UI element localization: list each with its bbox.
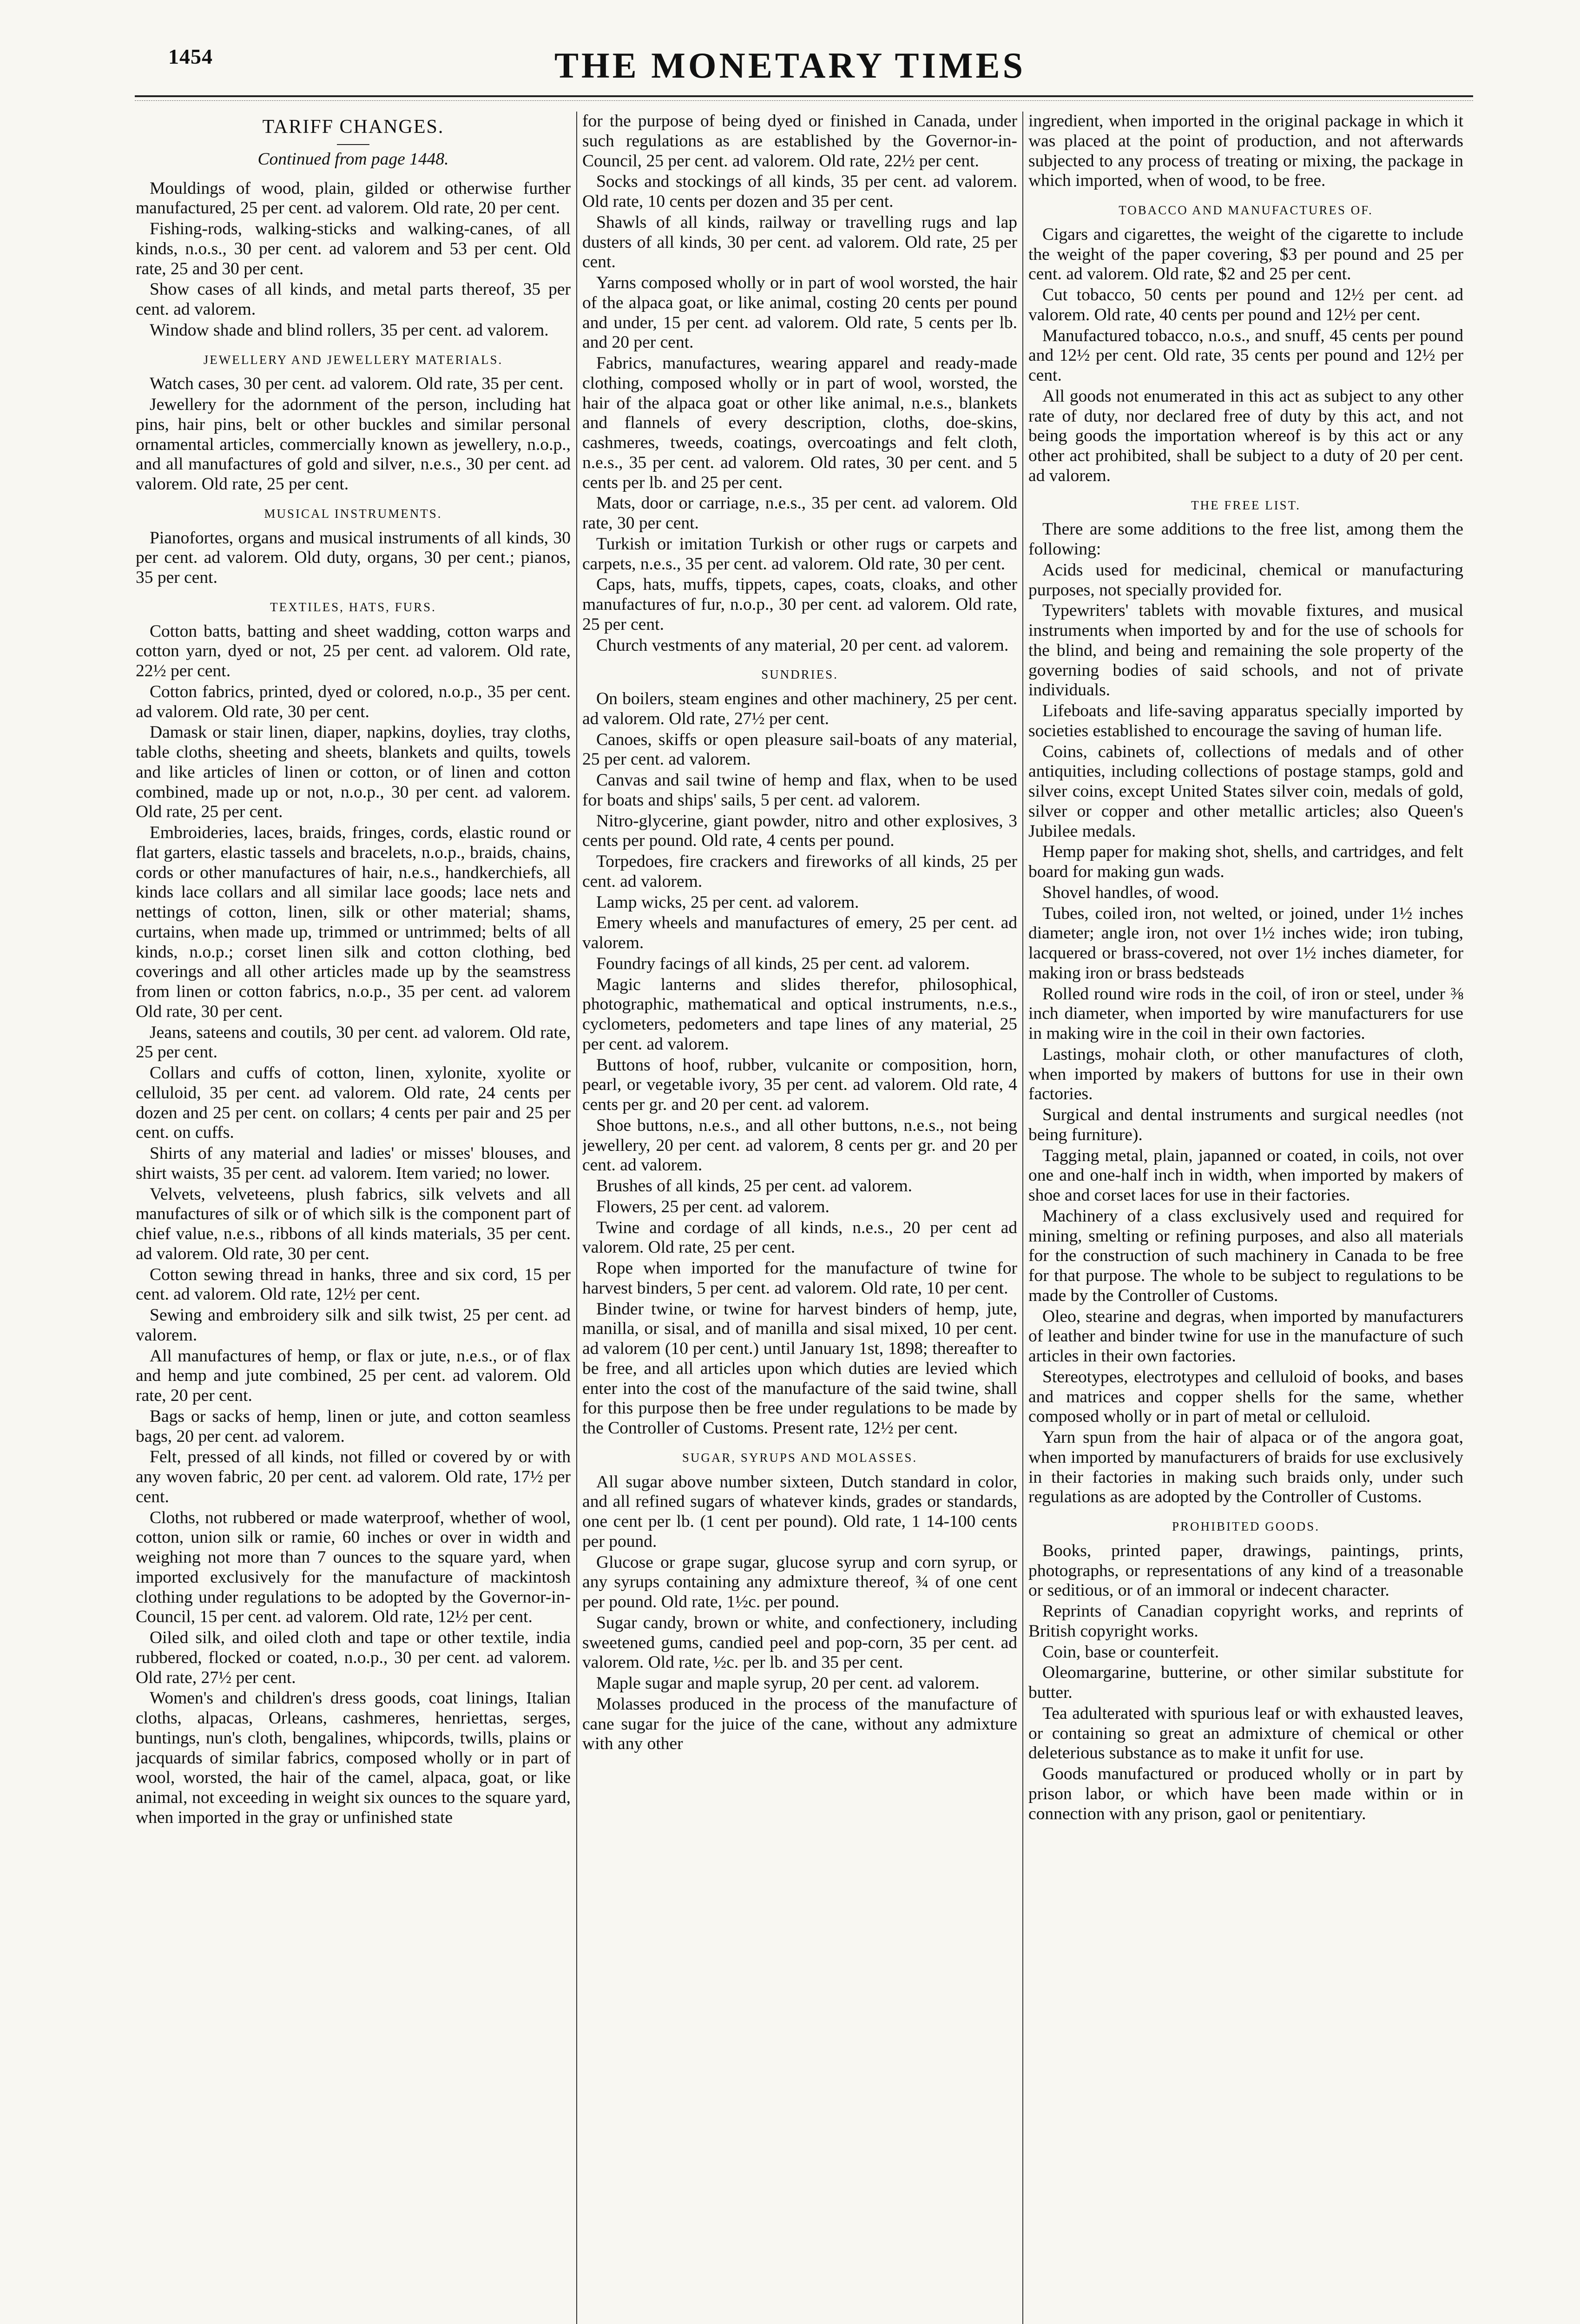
- paragraph: Cut tobacco, 50 cents per pound and 12½ per cent. ad valorem. Old rate, 40 cents per pound and 12½ per cent.: [1028, 285, 1463, 324]
- column-1-body: [136, 179, 571, 1828]
- column-2: [582, 112, 1017, 2324]
- paragraph: Molasses produced in the process of the manufacture of cane sugar for the juice of the cane, without any admixture with any other: [582, 1694, 1017, 1754]
- paragraph: There are some additions to the free list, among them the following:: [1028, 520, 1463, 559]
- section-heading: TEXTILES, HATS, FURS.: [270, 600, 436, 614]
- column-1: [136, 112, 571, 2324]
- paragraph: ingredient, when imported in the original package in which it was placed at the point of production, and not afterwards subjected to any process of treating or mixing, the package in which imported, when of wood, to be free.: [1028, 112, 1463, 191]
- paragraph: Oleo, stearine and degras, when imported by manufacturers of leather and binder twine for use in the manufacture of such articles in their own factories.: [1028, 1307, 1463, 1366]
- paragraph: for the purpose of being dyed or finished in Canada, under such regulations as are established by the Governor-in-Council, 25 per cent. ad valorem. Old rate, 22½ per cent.: [582, 112, 1017, 171]
- article-title: TARIFF CHANGES.: [262, 116, 444, 138]
- paragraph: Mouldings of wood, plain, gilded or otherwise further manufactured, 25 per cent. ad valorem. Old rate, 20 per cent.: [136, 178, 571, 218]
- paragraph: Embroideries, laces, braids, fringes, cords, elastic round or flat garters, elastic tassels and bracelets, n.o.p., braids, chains, cords or other manufactures of hair, n.e.s., handkerchiefs, all kinds lace collars and all similar lace goods; lace nets and nettings of cotton, linen, silk or other material; shams, curtains, when made up, trimmed or untrimmed; belts of all kinds, n.o.p.; corset linen silk and cotton clothing, bed coverings and all other articles made up by the seamstress from linen or cotton fabrics, n.o.p., 35 per cent. ad valorem Old rate, 30 per cent.: [136, 823, 571, 1021]
- section-heading: MUSICAL INSTRUMENTS.: [264, 506, 442, 521]
- column-3-body: [1028, 112, 1463, 1824]
- paragraph: Yarns composed wholly or in part of wool worsted, the hair of the alpaca goat, or like animal, costing 20 cents per pound and under, 15 per cent. ad valorem. Old rate, 5 cents per lb. and 20 per cent.: [582, 273, 1017, 352]
- paragraph: Watch cases, 30 per cent. ad valorem. Old rate, 35 per cent.: [150, 374, 564, 394]
- paragraph: Coins, cabinets of, collections of medals and of other antiquities, including collections of postage stamps, gold and silver coins, except United States silver coin, medals of gold, silver or copper and other metallic articles; also Queen's Jubilee medals.: [1028, 742, 1463, 841]
- title-rule: [337, 144, 369, 145]
- paragraph: Cotton batts, batting and sheet wadding, cotton warps and cotton yarn, dyed or not, 25 per cent. ad valorem. Old rate, 22½ per cent.: [136, 621, 571, 681]
- paragraph: Flowers, 25 per cent. ad valorem.: [596, 1197, 830, 1216]
- paragraph: Stereotypes, electrotypes and celluloid of books, and bases and matrices and copper shells for the same, whether composed wholly or in part of metal or celluloid.: [1028, 1367, 1463, 1426]
- section-heading: PROHIBITED GOODS.: [1172, 1519, 1320, 1534]
- header-rule: [135, 95, 1473, 97]
- paragraph: Fabrics, manufactures, wearing apparel and ready-made clothing, composed wholly or in part of wool, worsted, the hair of the alpaca goat or other like animal, n.e.s., blankets and flannels of every description, cloths, doe-skins, cashmeres, tweeds, coatings, overcoatings and felt cloth, n.e.s., 35 per cent. ad valorem. Old rates, 30 per cent. and 5 cents per lb. and 25 per cent.: [582, 354, 1017, 492]
- paragraph: Lifeboats and life-saving apparatus specially imported by societies established to encourage the saving of human life.: [1028, 701, 1463, 740]
- paragraph: Magic lanterns and slides therefor, philosophical, photographic, mathematical and optical instruments, n.e.s., cyclometers, pedometers and tape lines of any material, 25 per cent. ad valorem.: [582, 975, 1017, 1054]
- paragraph: Lamp wicks, 25 per cent. ad valorem.: [596, 892, 859, 912]
- section-heading: TOBACCO AND MANUFACTURES OF.: [1119, 203, 1373, 217]
- paragraph: Turkish or imitation Turkish or other rugs or carpets and carpets, n.e.s., 35 per cent. ad valorem. Old rate, 30 per cent.: [582, 534, 1017, 574]
- paragraph: Cotton fabrics, printed, dyed or colored, n.o.p., 35 per cent. ad valorem. Old rate, 30 per cent.: [136, 682, 571, 721]
- paragraph: Cotton sewing thread in hanks, three and six cord, 15 per cent. ad valorem. Old rate, 12½ per cent.: [136, 1265, 571, 1304]
- paragraph: Oleomargarine, butterine, or other similar substitute for butter.: [1028, 1663, 1463, 1703]
- paragraph: Window shade and blind rollers, 35 per cent. ad valorem.: [150, 320, 549, 340]
- paragraph: Glucose or grape sugar, glucose syrup and corn syrup, or any syrups containing any admixture thereof, ¾ of one cent per pound. Old rate, 1½c. per pound.: [582, 1552, 1017, 1612]
- paragraph: Coin, base or counterfeit.: [1042, 1642, 1219, 1662]
- paragraph: Hemp paper for making shot, shells, and cartridges, and felt board for making gun wads.: [1028, 842, 1463, 882]
- paragraph: Jeans, sateens and coutils, 30 per cent. ad valorem. Old rate, 25 per cent.: [136, 1023, 571, 1062]
- paragraph: Rolled round wire rods in the coil, of iron or steel, under ⅜ inch diameter, when imported by wire manufacturers for use in making wire in the coil in their own factories.: [1028, 984, 1463, 1043]
- paragraph: Socks and stockings of all kinds, 35 per cent. ad valorem. Old rate, 10 cents per dozen and 35 per cent.: [582, 172, 1017, 211]
- paragraph: Lastings, mohair cloth, or other manufactures of cloth, when imported by makers of buttons for use in their own factories.: [1028, 1044, 1463, 1104]
- paragraph: Rope when imported for the manufacture of twine for harvest binders, 5 per cent. ad valorem. Old rate, 10 per cent.: [582, 1259, 1017, 1298]
- section-heading: JEWELLERY AND JEWELLERY MATERIALS.: [203, 352, 503, 367]
- paragraph: Emery wheels and manufactures of emery, 25 per cent. ad valorem.: [582, 913, 1017, 953]
- paragraph: Canvas and sail twine of hemp and flax, when to be used for boats and ships' sails, 5 per cent. ad valorem.: [582, 771, 1017, 810]
- paragraph: Tagging metal, plain, japanned or coated, in coils, not over one and one-half inch in width, when imported by makers of shoe and corset laces for use in their factories.: [1028, 1146, 1463, 1205]
- paragraph: Collars and cuffs of cotton, linen, xylonite, xyolite or celluloid, 35 per cent. ad valorem. Old rate, 24 cents per dozen and 25 per cent. on collars; 4 cents per pair and 25 per cent. on cuffs.: [136, 1063, 571, 1142]
- column-divider: [576, 112, 577, 2324]
- paragraph: Sugar candy, brown or white, and confectionery, including sweetened gums, candied peel and pop-corn, 35 per cent. ad valorem. Old rate, ½c. per lb. and 35 per cent.: [582, 1613, 1017, 1672]
- paragraph: Pianofortes, organs and musical instruments of all kinds, 30 per cent. ad valorem. Old duty, organs, 30 per cent.; pianos, 35 per cent.: [136, 528, 571, 588]
- paragraph: Jewellery for the adornment of the person, including hat pins, hair pins, belt or other buckles and similar personal ornamental articles, commercially known as jewellery, n.o.p., and all manufactures of gold and silver, n.e.s., 30 per cent. ad valorem. Old rate, 25 per cent.: [136, 395, 571, 494]
- paragraph: Twine and cordage of all kinds, n.e.s., 20 per cent ad valorem. Old rate, 25 per cent.: [582, 1218, 1017, 1257]
- paragraph: Yarn spun from the hair of alpaca or of the angora goat, when imported by manufacturers of braids for use exclusively in their factories in making such braids only, under such regulations as are adopted by the Controller of Customs.: [1028, 1428, 1463, 1507]
- paragraph: Canoes, skiffs or open pleasure sail-boats of any material, 25 per cent. ad valorem.: [582, 730, 1017, 769]
- paragraph: Maple sugar and maple syrup, 20 per cent. ad valorem.: [596, 1674, 980, 1693]
- paragraph: Torpedoes, fire crackers and fireworks of all kinds, 25 per cent. ad valorem.: [582, 852, 1017, 891]
- paragraph: Sewing and embroidery silk and silk twist, 25 per cent. ad valorem.: [136, 1306, 571, 1345]
- paragraph: Church vestments of any material, 20 per cent. ad valorem.: [596, 635, 1009, 655]
- paragraph: Typewriters' tablets with movable fixtures, and musical instruments when imported by and for the use of schools for the blind, and being and remaining the sole property of the governing bodies of said schools, and not of private individuals.: [1028, 601, 1463, 700]
- paragraph: Fishing-rods, walking-sticks and walking-canes, of all kinds, n.o.s., 30 per cent. ad valorem and 53 per cent. Old rate, 25 and 30 per cent.: [136, 219, 571, 278]
- paragraph: On boilers, steam engines and other machinery, 25 per cent. ad valorem. Old rate, 27½ per cent.: [582, 689, 1017, 728]
- paragraph: Felt, pressed of all kinds, not filled or covered by or with any woven fabric, 20 per cent. ad valorem. Old rate, 17½ per cent.: [136, 1447, 571, 1506]
- paragraph: Nitro-glycerine, giant powder, nitro and other explosives, 3 cents per pound. Old rate, 4 cents per pound.: [582, 811, 1017, 851]
- paragraph: Binder twine, or twine for harvest binders of hemp, jute, manilla, or sisal, and of manilla and sisal mixed, 10 per cent. ad valorem (10 per cent.) until January 1st, 1898; thereafter to be free, and all articles upon which duties are levied which enter into the cost of the manufacture of the said twine, shall for this purpose then be free under regulations to be made by the Controller of Customs. Present rate, 12½ per cent.: [582, 1299, 1017, 1438]
- paragraph: Surgical and dental instruments and surgical needles (not being furniture).: [1028, 1105, 1463, 1144]
- paragraph: Shirts of any material and ladies' or misses' blouses, and shirt waists, 35 per cent. ad valorem. Item varied; no lower.: [136, 1144, 571, 1183]
- paragraph: Shawls of all kinds, railway or travelling rugs and lap dusters of all kinds, 30 per cent. ad valorem. Old rate, 25 per cent.: [582, 212, 1017, 272]
- paragraph: Tea adulterated with spurious leaf or with exhausted leaves, or containing so great an admixture of chemical or other deleterious substance as to make it unfit for use.: [1028, 1703, 1463, 1763]
- paragraph: Shovel handles, of wood.: [1042, 883, 1219, 902]
- paragraph: Goods manufactured or produced wholly or in part by prison labor, or which have been made within or in connection with any prison, gaol or penitentiary.: [1028, 1764, 1463, 1823]
- paragraph: Cigars and cigarettes, the weight of the cigarette to include the weight of the paper covering, $3 per pound and 25 per cent. ad valorem. Old rate, $2 and 25 per cent.: [1028, 224, 1463, 284]
- column-3: [1028, 112, 1463, 2324]
- paragraph: Tubes, coiled iron, not welted, or joined, under 1½ inches diameter; angle iron, not over 1½ inches wide; iron tubing, lacquered or brass-covered, not over 1½ inches diameter, for making iron or brass bedsteads: [1028, 904, 1463, 983]
- column-2-body: [582, 112, 1017, 1754]
- paragraph: Caps, hats, muffs, tippets, capes, coats, cloaks, and other manufactures of fur, n.o.p., 30 per cent. ad valorem. Old rate, 25 per cent.: [582, 575, 1017, 634]
- paragraph: All sugar above number sixteen, Dutch standard in color, and all refined sugars of whatever kinds, grades or standards, one cent per lb. (1 cent per pound). Old rate, 1 14-100 cents per pound.: [582, 1472, 1017, 1551]
- paragraph: Oiled silk, and oiled cloth and tape or other textile, india rubbered, flocked or coated, n.o.p., 30 per cent. ad valorem. Old rate, 27½ per cent.: [136, 1628, 571, 1687]
- paragraph: Mats, door or carriage, n.e.s., 35 per cent. ad valorem. Old rate, 30 per cent.: [582, 494, 1017, 533]
- section-heading: SUNDRIES.: [761, 667, 838, 682]
- paragraph: All goods not enumerated in this act as subject to any other rate of duty, nor declared free of duty by this act, and not being goods the importation whereof is by this act or any other act prohibited, shall be subject to a duty of 20 per cent. ad valorem.: [1028, 386, 1463, 485]
- paragraph: Buttons of hoof, rubber, vulcanite or composition, horn, pearl, or vegetable ivory, 35 per cent. ad valorem. Old rate, 4 cents per gr. and 20 per cent. ad valorem.: [582, 1055, 1017, 1115]
- masthead: THE MONETARY TIMES: [554, 45, 1026, 86]
- paragraph: Brushes of all kinds, 25 per cent. ad valorem.: [596, 1176, 913, 1196]
- paragraph: Machinery of a class exclusively used and required for mining, smelting or refining purposes, and also all materials for the construction of such machinery in Canada to be free for that purpose. The whole to be subject to regulations to be made by the Controller of Customs.: [1028, 1206, 1463, 1305]
- paragraph: All manufactures of hemp, or flax or jute, n.e.s., or of flax and hemp and jute combined, 25 per cent. ad valorem. Old rate, 20 per cent.: [136, 1346, 571, 1406]
- page-number: 1454: [168, 45, 213, 68]
- paragraph: Foundry facings of all kinds, 25 per cent. ad valorem.: [596, 954, 970, 973]
- paragraph: Reprints of Canadian copyright works, and reprints of British copyright works.: [1028, 1602, 1463, 1641]
- paragraph: Damask or stair linen, diaper, napkins, doylies, tray cloths, table cloths, sheeting and sheets, blankets and quilts, towels and like articles of linen or cotton, or of linen and cotton combined, made up or not, n.o.p., 30 per cent. ad valorem. Old rate, 25 per cent.: [136, 723, 571, 822]
- paragraph: Show cases of all kinds, and metal parts thereof, 35 per cent. ad valorem.: [136, 280, 571, 319]
- paragraph: Acids used for medicinal, chemical or manufacturing purposes, not specially provided for.: [1028, 560, 1463, 600]
- column-divider: [1022, 112, 1023, 2324]
- header-rule-dashed: [135, 100, 1473, 101]
- paragraph: Cloths, not rubbered or made waterproof, whether of wool, cotton, union silk or ramie, 60 inches or over in width and weighing not more than 7 ounces to the square yard, when imported exclusively for the manufacture of mackintosh clothing under regulations to be adopted by the Governor-in-Council, 15 per cent. ad valorem. Old rate, 12½ per cent.: [136, 1508, 571, 1627]
- continued-note: Continued from page 1448.: [257, 149, 449, 169]
- paragraph: Velvets, velveteens, plush fabrics, silk velvets and all manufactures of silk or of which silk is the component part of chief value, n.e.s., ribbons of all kinds materials, 35 per cent. ad valorem. Old rate, 30 per cent.: [136, 1184, 571, 1263]
- section-heading: THE FREE LIST.: [1191, 498, 1301, 512]
- paragraph: Books, printed paper, drawings, paintings, prints, photographs, or representations of any kind of a treasonable or seditious, or of an immoral or indecent character.: [1028, 1541, 1463, 1600]
- section-heading: SUGAR, SYRUPS AND MOLASSES.: [682, 1450, 918, 1465]
- paragraph: Shoe buttons, n.e.s., and all other buttons, n.e.s., not being jewellery, 20 per cent. ad valorem, 8 cents per gr. and 20 per cent. ad valorem.: [582, 1116, 1017, 1175]
- paragraph: Women's and children's dress goods, coat linings, Italian cloths, alpacas, Orleans, cashmeres, henriettas, serges, buntings, nun's cloth, bengalines, whipcords, twills, plains or jacquards of similar fabrics, composed wholly or in part of wool, worsted, the hair of the camel, alpaca, goat, or like animal, not exceeding in weight six ounces to the square yard, when imported in the gray or unfinished state: [136, 1689, 571, 1827]
- paragraph: Bags or sacks of hemp, linen or jute, and cotton seamless bags, 20 per cent. ad valorem.: [136, 1406, 571, 1446]
- paragraph: Manufactured tobacco, n.o.s., and snuff, 45 cents per pound and 12½ per cent. Old rate, 35 cents per pound and 12½ per cent.: [1028, 326, 1463, 385]
